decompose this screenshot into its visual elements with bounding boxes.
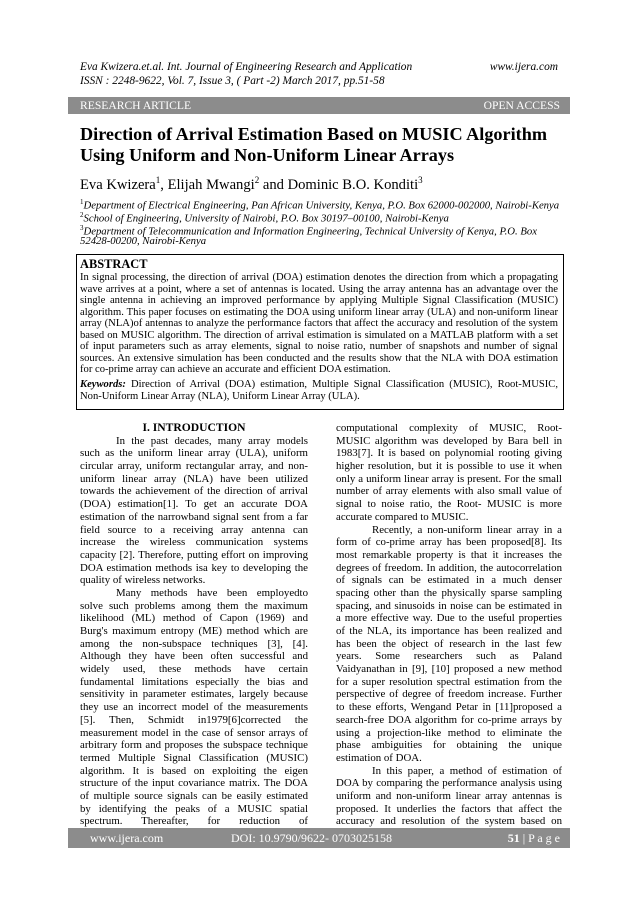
body-line: years. Some researchers such as Paland xyxy=(336,650,562,663)
body-line: proposed. It underlies the factors that affect the xyxy=(336,802,562,815)
body-line: termed Multiple Signal Classification (MUSIC) xyxy=(80,751,308,764)
section-heading-introduction: I. INTRODUCTION xyxy=(142,421,246,434)
footer-url[interactable]: www.ijera.com xyxy=(90,831,164,845)
body-line: form of co-prime array has been proposed[8]. Its xyxy=(336,536,562,549)
body-line: uniform and non-uniform linear array antennas is xyxy=(336,789,562,802)
body-line: for a super resolution spectral estimation from the xyxy=(336,675,562,688)
body-line: Vaidyanathan in [9], [10] proposed a new method xyxy=(336,663,562,676)
author-1-affil: 1 xyxy=(155,175,161,185)
author-list xyxy=(80,175,423,194)
abstract-heading: ABSTRACT xyxy=(80,257,148,271)
body-line: MUSIC algorithm was developed by Bara bell in xyxy=(336,434,562,447)
open-access-label: OPEN ACCESS xyxy=(483,99,560,112)
author-1: Eva Kwizera xyxy=(80,176,156,193)
abstract-line: for co-prime array can achieve an accurate and efficient DOA estimation. xyxy=(80,364,391,375)
body-line: structure of the input covariance matrix. The DOA xyxy=(80,777,308,790)
author-2-affil: 2 xyxy=(254,175,260,185)
abstract-line: In signal processing, the direction of arrival (DOA) estimation denotes the direction from which a propagating xyxy=(80,272,558,283)
body-line: Burg's maximum entropy (ME) method which are xyxy=(80,625,308,637)
body-line: fundamental limitations especially the bias and xyxy=(80,675,308,688)
body-line: likelihood (ML) method of Capon (1969) and xyxy=(80,612,308,625)
body-line: 1983[7]. It is based on polynomial rooting giving xyxy=(336,447,562,460)
footer-doi[interactable]: DOI: 10.9790/9622- 0703025158 xyxy=(231,831,392,845)
abstract-line: algorithm. This paper focuses on estimating the DOA using uniform linear array (ULA) and non-uniform linear xyxy=(80,306,558,318)
body-line: widely used, these methods have certain xyxy=(80,663,308,676)
body-line: by identifying the peaks of a MUSIC spatial xyxy=(80,802,308,815)
body-line: In the past decades, many array models xyxy=(116,434,308,447)
body-line: a more effective way. Due to the useful properties xyxy=(336,612,562,625)
abstract-line: array (NLA)of antennas to analyze the performance factors that affect the accuracy and resolution of the system xyxy=(80,318,558,329)
journal-url[interactable]: www.ijera.com xyxy=(489,61,558,73)
body-line: uniform linear array (NLA) have been utilized xyxy=(80,472,308,485)
affiliation-3-cont: 52428-00200, Nairobi-Kenya xyxy=(80,235,207,247)
affiliation-3-number: 3 xyxy=(80,224,84,232)
body-line: (DOA) estimation[1]. To get an accurate DOA xyxy=(80,498,308,511)
abstract-line: based on MUSIC algorithm. The direction of arrival estimation is simulated on a MATLAB platform with a set xyxy=(80,329,558,341)
body-line: computational complexity of MUSIC, Root- xyxy=(336,422,562,434)
body-line: such as the uniform linear array (ULA), uniform xyxy=(80,447,308,460)
footer-page xyxy=(508,828,560,848)
body-line: In this paper, a method of estimation of xyxy=(372,764,562,777)
journal-citation: Eva Kwizera.et.al. Int. Journal of Engineering Research and Application xyxy=(80,61,413,73)
body-line: they use an incorrect model of the measurements xyxy=(80,701,308,714)
article-type-band xyxy=(68,97,570,114)
affiliation-3-text: Department of Telecommunication and Information Engineering, Technical University of Kenya, P.O. Box xyxy=(83,225,537,238)
research-article-label: RESEARCH ARTICLE xyxy=(80,99,192,112)
body-line: circular array, uniform rectangular array, and non- xyxy=(80,460,308,473)
body-line: phase ambiguities for obtaining the unique xyxy=(336,739,562,752)
affiliation-2-number: 2 xyxy=(80,211,84,219)
body-line: degrees of freedom. In addition, the autocorrelation xyxy=(336,561,562,574)
body-line: among the non-subspace techniques [3], [4]. xyxy=(80,637,308,650)
abstract-line: sources. An extensive simulation has been conducted and the results show that the NLA with DOA estimation xyxy=(80,352,558,364)
page-label: | P a g e xyxy=(519,831,560,845)
body-line: search-free DOA algorithm for co-prime arrays by xyxy=(336,713,562,726)
keywords-line-2: Non-Uniform Linear Array (NLA), Uniform Linear Array (ULA). xyxy=(80,390,360,402)
body-line: DOA estimation methods isa key to developing the xyxy=(80,561,308,574)
abstract-line: single antenna in achieving an improved performance by applying Multiple Signal Classification (MUSIC) xyxy=(80,295,558,306)
body-line: spectrum. Thereafter, for reduction of xyxy=(80,815,308,828)
affiliation-1-number: 1 xyxy=(80,198,84,206)
body-line: spacing other than the physically sparse sampling xyxy=(336,586,562,599)
body-line: signal to noise ratio, the Root- MUSIC is more xyxy=(336,498,562,511)
body-line: to these efforts, Wengand Petar in [11]proposed a xyxy=(336,701,562,714)
affiliation-2-text: School of Engineering, University of Nairobi, P.O. Box 30197–00100, Nairobi-Kenya xyxy=(83,212,449,225)
body-line: Many methods have been employedto xyxy=(116,586,308,599)
body-line: measurement model in the case of sensor arrays of xyxy=(80,726,308,739)
body-line: field source to a receiving array antenna can xyxy=(80,523,308,536)
body-line: sensitivity in parameter estimates, largely because xyxy=(80,688,308,701)
right-column xyxy=(336,422,562,828)
body-line: [5]. Then, Schmidt in1979[6]corrected the xyxy=(80,713,308,726)
body-line: algorithm. It is based on exploiting the eigen xyxy=(80,764,308,777)
body-line: spacing, and sinusoids in noise can be estimated in xyxy=(336,599,562,612)
body-line: most remarkable property is that it increases the xyxy=(336,548,562,561)
body-line: higher resolution, but it is possible to use it when xyxy=(336,460,562,473)
body-line: only a uniform linear array is present. For the small xyxy=(336,472,562,485)
page-number: 51 xyxy=(507,831,520,845)
body-line: towards the achievement of the direction of arrival xyxy=(80,485,308,498)
body-line: DOA by comparing the performance analysis using xyxy=(336,777,562,790)
left-column xyxy=(80,422,308,828)
body-line: of the NLA, its importance has been realized and xyxy=(336,625,562,637)
body-line: solve such problems among them the maximum xyxy=(80,599,308,612)
keywords-text: Direction of Arrival (DOA) estimation, Multiple Signal Classification (MUSIC), Root-MUSIC, xyxy=(125,379,558,390)
abstract-line: wave arrives at a point, where a set of antennas is located. Using the array antenna has an advantage over the xyxy=(80,283,558,295)
paper-title-line-2: Using Uniform and Non-Uniform Linear Arrays xyxy=(80,145,455,165)
author-3-affil: 3 xyxy=(418,175,423,185)
abstract-line: of input parameters such as array elements, signal to noise ratio, number of snapshots and number of signal xyxy=(80,341,558,352)
body-line: capacity [2]. Therefore, putting effort on improving xyxy=(80,548,308,561)
body-line: using a projection-like method to eliminate the xyxy=(336,726,562,739)
body-line: estimation of DOA. xyxy=(336,751,422,764)
body-line: estimation of the narrowband signal sent from a far xyxy=(80,510,308,523)
body-line: perspective of degree of freedom increase. Further xyxy=(336,688,562,701)
abstract-box xyxy=(76,254,564,410)
body-line: Although they have been often successful and xyxy=(80,650,308,663)
body-line: Recently, a non-uniform linear array in a xyxy=(372,523,562,536)
paper-title-line-1: Direction of Arrival Estimation Based on MUSIC Algorithm xyxy=(80,124,547,144)
author-3: and Dominic B.O. Konditi xyxy=(259,176,419,193)
paper-title xyxy=(80,124,560,166)
body-line: has been the object of research in the last few xyxy=(336,637,562,650)
affiliation-1-text: Department of Electrical Engineering, Pan African University, Kenya, P.O. Box 62000-002000, Nairobi-Kenya xyxy=(83,199,560,212)
running-header-journal xyxy=(80,60,558,74)
body-line: arbitrary form and proposes the subspace technique xyxy=(80,739,308,752)
keywords-label: Keywords: xyxy=(80,379,126,390)
running-header-issn: ISSN : 2248-9622, Vol. 7, Issue 3, ( Part -2) March 2017, pp.51-58 xyxy=(80,75,385,87)
body-line: of multiple source signals can be easily estimated xyxy=(80,789,308,802)
footer-band xyxy=(68,828,570,848)
body-line: number of array elements with also small value of xyxy=(336,485,562,498)
body-line: increase the wireless communication systems xyxy=(80,536,308,549)
body-line: accurate compared to MUSIC. xyxy=(336,510,469,523)
body-line: quality of wireless networks. xyxy=(80,574,206,587)
keywords-line xyxy=(80,379,558,391)
body-line: of signals can be estimated in a much denser xyxy=(336,574,562,587)
body-line: accuracy and resolution of the system based on xyxy=(336,815,562,828)
author-2: , Elijah Mwangi xyxy=(160,176,255,193)
